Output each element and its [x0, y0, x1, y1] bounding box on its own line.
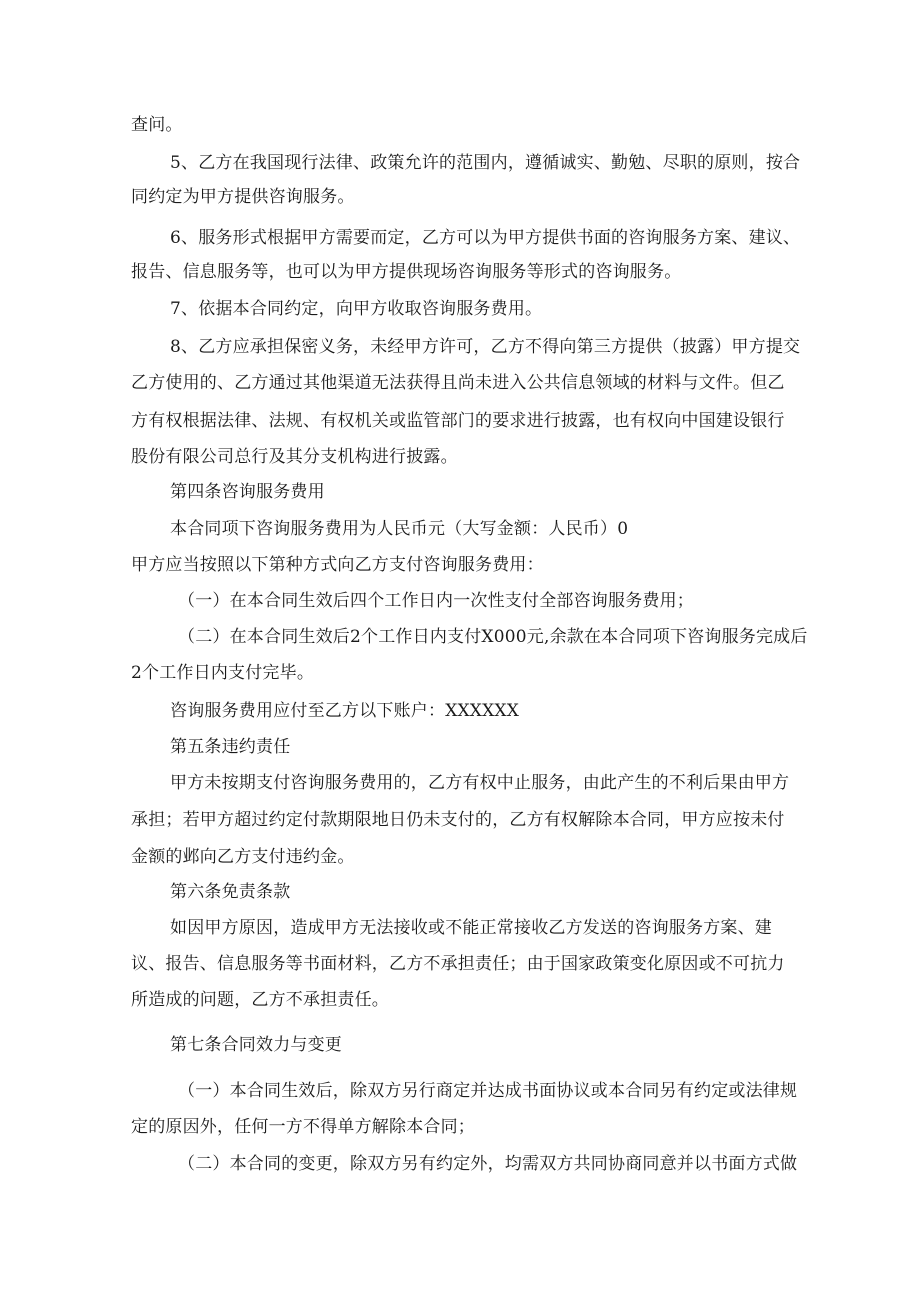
text-line: 甲方应当按照以下第种方式向乙方支付咨询服务费用： — [131, 555, 544, 575]
text-line: 5、乙方在我国现行法律、政策允许的范围内，遵循诚实、勤勉、尽职的原则，按合 — [170, 153, 801, 173]
text-line: 所造成的问题，乙方不承担责任。 — [131, 990, 389, 1010]
text-line: 查问。 — [131, 115, 183, 135]
text-line: （二）本合同的变更，除双方另有约定外，均需双方共同协商同意并以书面方式做 — [178, 1154, 798, 1174]
section-heading: 第四条咨询服务费用 — [170, 482, 325, 502]
section-heading: 第六条免责条款 — [170, 882, 291, 902]
text-line: 方有权根据法律、法规、有权机关或监管部门的要求进行披露，也有权向中国建设银行 — [131, 411, 785, 431]
text-line: 甲方未按期支付咨询服务费用的，乙方有权中止服务，由此产生的不利后果由甲方 — [170, 773, 790, 793]
text-line: 报告、信息服务等，也可以为甲方提供现场咨询服务等形式的咨询服务。 — [131, 262, 682, 282]
text-line: 同约定为甲方提供咨询服务。 — [131, 187, 355, 207]
text-line: （一）在本合同生效后四个工作日内一次性支付全部咨询服务费用； — [178, 591, 694, 611]
text-line: 股份有限公司总行及其分支机构进行披露。 — [131, 447, 458, 467]
text-line: （一）本合同生效后，除双方另行商定并达成书面协议或本合同另有约定或法律规 — [178, 1081, 798, 1101]
section-heading: 第五条违约责任 — [170, 737, 291, 757]
text-line: 咨询服务费用应付至乙方以下账户：XXXXXX — [170, 701, 520, 721]
text-line: 议、报告、信息服务等书面材料，乙方不承担责任；由于国家政策变化原因或不可抗力 — [131, 954, 785, 974]
text-line: 7、依据本合同约定，向甲方收取咨询服务费用。 — [170, 299, 543, 319]
section-heading: 第七条合同效力与变更 — [170, 1035, 342, 1055]
text-line: 定的原因外，任何一方不得单方解除本合同； — [131, 1117, 475, 1137]
text-line: 8、乙方应承担保密义务，未经甲方许可，乙方不得向第三方提供（披露）甲方提交 — [170, 337, 801, 357]
text-line: 本合同项下咨询服务费用为人民币元（大写金额：人民币）0 — [170, 519, 629, 539]
text-line: （二）在本合同生效后2个工作日内支付X000元,余款在本合同项下咨询服务完成后 — [178, 627, 808, 647]
text-line: 2个工作日内支付完毕。 — [131, 663, 315, 683]
text-line: 如因甲方原因，造成甲方无法接收或不能正常接收乙方发送的咨询服务方案、建 — [170, 918, 772, 938]
text-line: 乙方使用的、乙方通过其他渠道无法获得且尚未进入公共信息领域的材料与文件。但乙 — [131, 373, 785, 393]
text-line: 金额的邺向乙方支付违约金。 — [131, 847, 355, 867]
text-line: 6、服务形式根据甲方需要而定，乙方可以为甲方提供书面的咨询服务方案、建议、 — [170, 228, 801, 248]
text-line: 承担；若甲方超过约定付款期限地日仍未支付的，乙方有权解除本合同，甲方应按未付 — [131, 810, 785, 830]
